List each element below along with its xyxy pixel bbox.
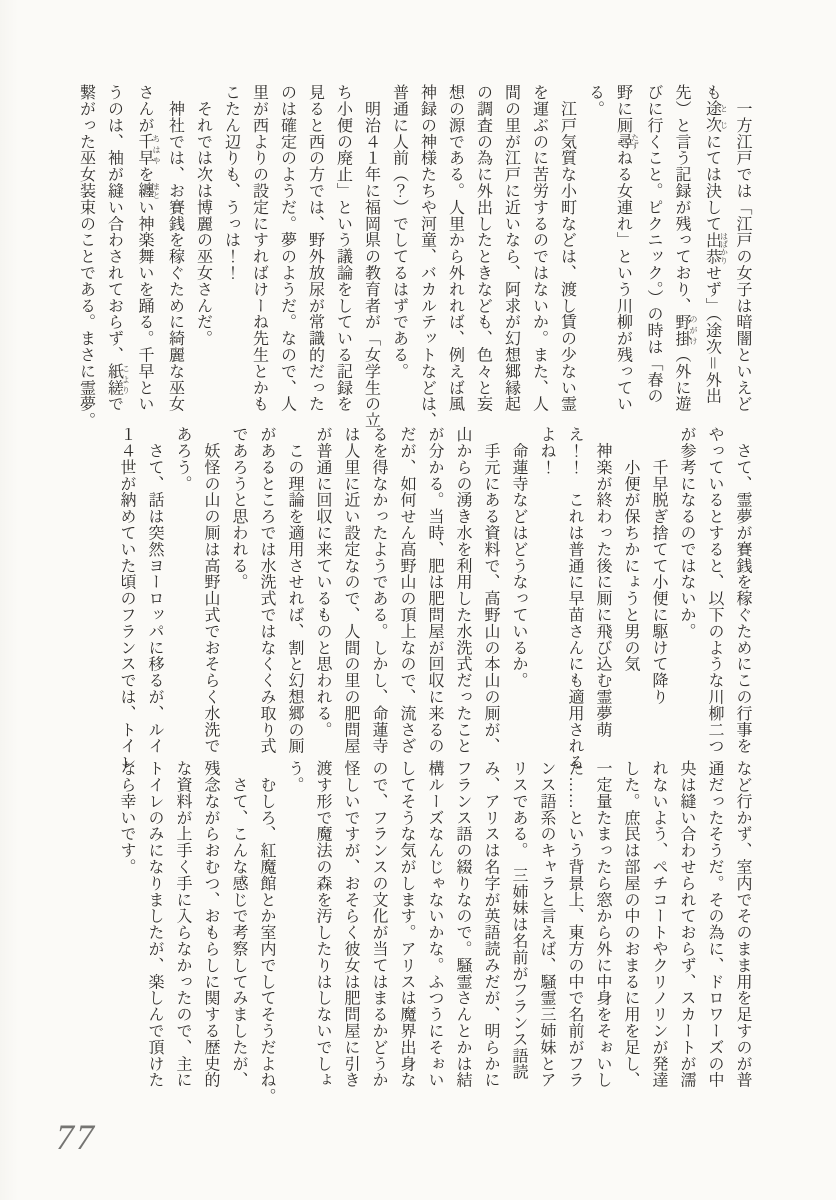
text-column: した。庶民は部屋の中のおまるに用を足し、 [622, 760, 639, 1088]
text-column: 野に厠尋 たずねる女連れ」という川柳が残ってい [614, 84, 640, 413]
text-column: うのは、袖が縫い合わされておらず、紙縒 こよりで [105, 84, 131, 413]
text-column: が分かる。当時、肥は肥問屋が回収に来るの [426, 426, 443, 754]
text-column: むしろ、紅魔館とか室内でしてそうだよね。 [258, 760, 275, 1105]
text-band-top [72, 84, 757, 428]
text-column: 千早脱ぎ捨てて小便に駆けて降り [650, 426, 667, 705]
text-column: 命蓮寺などはどうなっているか。 [510, 426, 527, 689]
text-column: ので、フランスの文化が当てはまるかどうか [370, 760, 387, 1088]
text-column: やっているとすると、以下のような川柳二つ [706, 426, 723, 754]
text-column: 江戸気質な小町などは、渡し賃の少ない霊 [558, 84, 576, 412]
text-column: 構ルーズなんじゃないかな。ふつうにそぉい [426, 760, 443, 1088]
text-column: してそうな気がします。アリスは魔界出身な [398, 760, 415, 1088]
text-column: さて、霊夢が賽銭を稼ぐためにこの行事を [734, 426, 751, 754]
text-column: え！！ これは普通に早苗さんにも適用される [566, 426, 583, 771]
text-column: よね！ [538, 426, 555, 476]
text-column: 手元にある資料で、高野山の本山の厠が、 [482, 426, 499, 754]
text-column: 渡す形で魔法の森を汚したりはしないでしょ [314, 760, 331, 1088]
text-column: 通だったそうだ。その為に、ドロワーズの中 [706, 760, 723, 1088]
text-column: のは確定のようだ。夢のようだ。なので、人 [278, 84, 296, 412]
text-column: 山からの湧き水を利用した水洗式だったこと [454, 426, 471, 754]
text-column: 神社では、お賽銭を稼ぐために綺麗な巫女 [166, 84, 184, 412]
text-column: フランス語の綴りなので。騒霊さんとかは結 [454, 760, 471, 1088]
text-column: この理論を適用させれば、割と幻想郷の厠 [286, 426, 303, 754]
text-column: リスである。 三姉妹は名前がフランス語読 [510, 760, 527, 1080]
text-column: も途次 とじにては決して出恭 はばかりせず」（途次＝外出 [703, 84, 729, 405]
text-band-middle [112, 426, 756, 770]
text-column: 繋がった巫女装束のことである。まさに霊夢。 [77, 84, 95, 429]
text-column: 央は縫い合わせられておらず、スカートが濡 [678, 760, 695, 1088]
text-column: それでは次は博麗の巫女さんだ。 [194, 84, 212, 347]
text-column: み、アリスは名字が英語読みだが、明らかに [482, 760, 499, 1088]
text-column: な資料が上手く手に入らなかったので、主に [174, 760, 191, 1088]
page-number: 77 [56, 1117, 96, 1157]
text-column: なら幸いです。 [118, 760, 135, 875]
text-column: １４世が納めていた頃のフランスでは、トイレ [118, 426, 135, 771]
text-column: あろう。 [174, 426, 191, 492]
text-column: が参考になるのではないか。 [678, 426, 695, 640]
text-column: 神録の神様たちや河童、バカルテットなどは、 [418, 84, 436, 429]
text-column: 残念ながらおむつ、おもらしに関する歴史的 [202, 760, 219, 1088]
text-column: 里が西よりの設定にすればけーね先生とかも [250, 84, 268, 412]
text-column: びに行くこと。ピクニック。）の時は「春の [645, 84, 662, 404]
text-column: があるところでは水洗式ではなくくみ取り式 [258, 426, 275, 754]
text-column: 先）と言う記録が残っており、野掛 のがけ（外に遊 [673, 84, 698, 413]
text-column: 間の里が江戸に近いなら、阿求が幻想郷縁起 [502, 84, 520, 412]
text-column: 明治４１年に福岡県の教育者が「女学生の立 [362, 84, 380, 429]
text-column: れないよう、ペチコートやクリノリンが発達 [650, 760, 667, 1088]
text-column: 小便が保ちかにょうと男の気 [622, 426, 639, 672]
text-column: 想の源である。人里から外れれば、例えば風 [446, 84, 464, 412]
text-column: 一定量たまったら窓から外に中身をそぉいし [594, 760, 611, 1088]
text-column: さて、こんな感じで考察してみましたが、 [230, 760, 247, 1088]
text-column: を運ぶのに苦労するのではないか。また、人 [530, 84, 548, 412]
text-column: であろうと思われる。 [230, 426, 247, 590]
text-column: ち小便の廃止」という議論をしている記録を [334, 84, 352, 412]
text-column: う。 [286, 760, 303, 793]
text-column: トイレのみになりましたが、楽しんで頂けた [146, 760, 163, 1088]
text-column: た……という背景上、東方の中で名前がフラ [566, 760, 583, 1088]
text-column: 怪しいですが、おそらく彼女は肥問屋に引き [342, 760, 359, 1088]
text-column: は人里に近い設定なので、人間の里の肥問屋 [342, 426, 359, 754]
text-column: の調査の為に外出したときなども、色々と妄 [474, 84, 492, 412]
text-column: るを得なかったようである。しかし、命蓮寺 [370, 426, 387, 754]
text-column: 見ると西の方では、野外放尿が常識的だった [306, 84, 324, 412]
text-column: 一方江戸では「江戸の女子は暗闇といえど [734, 84, 751, 412]
text-column: だが、如何せん高野山の頂上なので、流さざ [398, 426, 415, 754]
text-column: 妖怪の山の厠は高野山式でおそらく水洗で [202, 426, 219, 754]
text-band-bottom [112, 760, 756, 1104]
text-column: 普通に人前（？）でしてるはずである。 [390, 84, 408, 380]
text-column: など行かず、室内でそのまま用を足すのが普 [734, 760, 751, 1088]
text-column: こたん辺りも、うっは！！ [222, 84, 240, 281]
text-column: ンス語系のキャラと言えば、騒霊三姉妹とア [538, 760, 555, 1088]
text-column: さて、話は突然ヨーロッパに移るが、ルイ [146, 426, 163, 754]
text-column: る。 [586, 84, 604, 117]
text-column: が普通に回収に来ているものと思われる。 [314, 426, 331, 738]
text-column: さんが千早 ちはやを纏 まとい神楽舞いを踊る。千早とい [136, 84, 161, 413]
text-column: 神楽が終わった後に厠に飛び込む霊夢萌 [594, 426, 611, 738]
